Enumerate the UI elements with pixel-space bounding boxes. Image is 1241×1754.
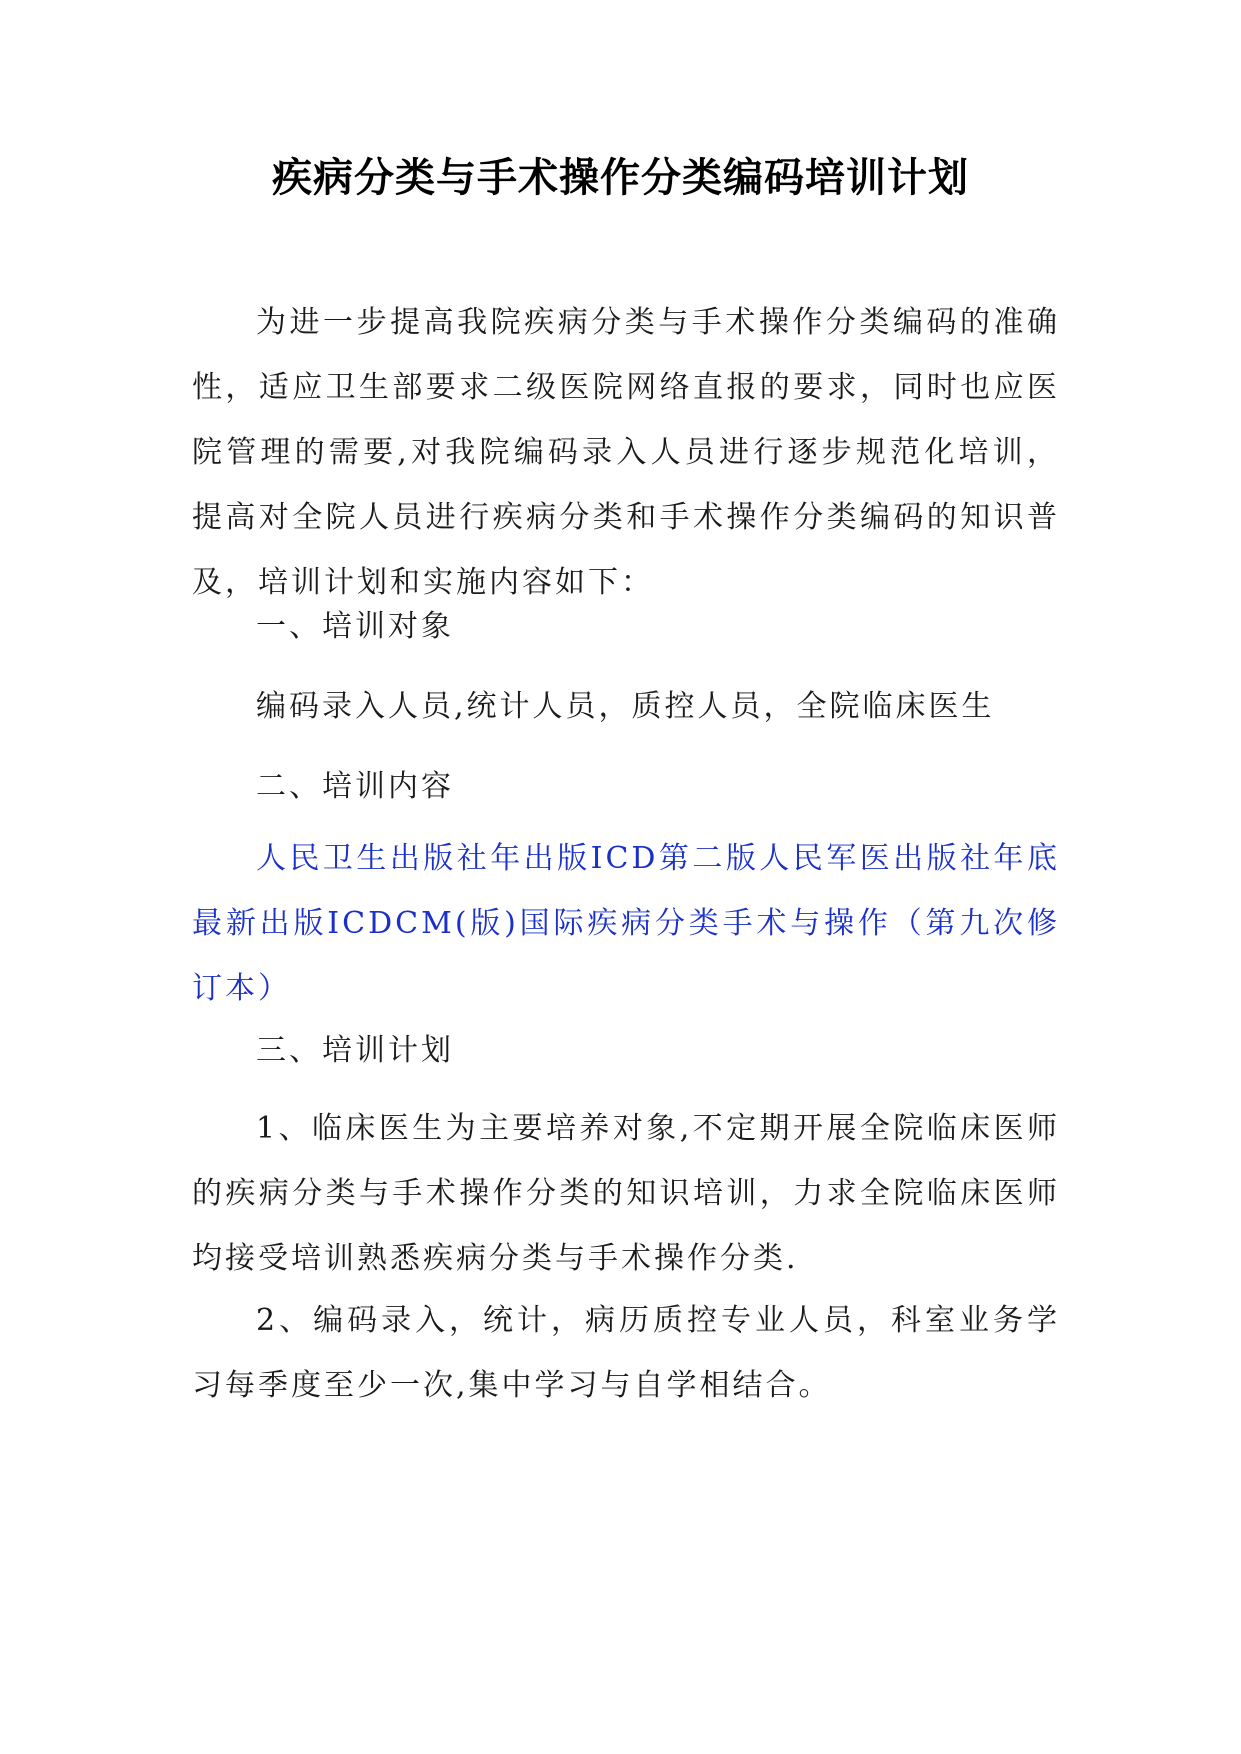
section2-heading: 二、培训内容 [256, 769, 454, 804]
document-title: 疾病分类与手术操作分类编码培训计划 [272, 155, 969, 201]
section1-content: 编码录入人员,统计人员，质控人员，全院临床医生 [256, 689, 995, 724]
intro-paragraph: 为进一步提高我院疾病分类与手术操作分类编码的准确性，适应卫生部要求二级医院网络直报的要求，同时也应医院管理的需要,对我院编码录入人员进行逐步规范化培训，提高对全院人员进行疾病分类和手术操作分类编码的知识普及，培训计划和实施内容如下： [192, 305, 1060, 600]
section3-item2: 2、编码录入，统计，病历质控专业人员，科室业务学习每季度至少一次,集中学习与自学相结合。 [192, 1303, 1060, 1403]
section1-heading: 一、培训对象 [256, 609, 454, 644]
section2-content: 人民卫生出版社年出版ICD第二版人民军医出版社年底最新出版ICDCM(版)国际疾病分类手术与操作（第九次修订本） [192, 841, 1060, 1006]
section3-heading: 三、培训计划 [256, 1033, 454, 1068]
section3-item1: 1、临床医生为主要培养对象,不定期开展全院临床医师的疾病分类与手术操作分类的知识培训，力求全院临床医师均接受培训熟悉疾病分类与手术操作分类. [192, 1111, 1060, 1276]
